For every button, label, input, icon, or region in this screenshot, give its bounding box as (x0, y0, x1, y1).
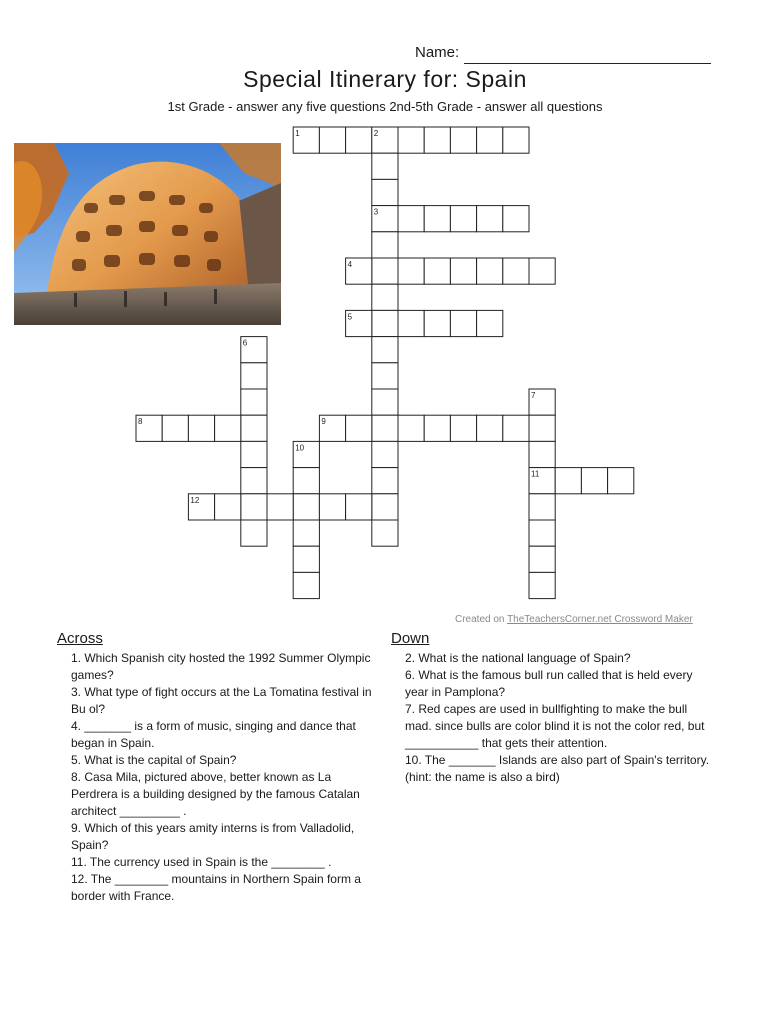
credit-prefix: Created on (455, 614, 508, 625)
across-clue: 4. _______ is a form of music, singing and dance that began in Spain. (71, 719, 356, 750)
grid-cell[interactable] (346, 494, 372, 520)
grid-cell[interactable] (424, 415, 450, 441)
down-clue: 7. Red capes are used in bullfighting to make the bull mad. since bulls are color blind it is not the color red, but ___________ that gets their attention. (405, 702, 705, 750)
grid-cell[interactable] (372, 258, 398, 284)
grid-cell[interactable] (477, 310, 503, 336)
grid-cell[interactable] (398, 258, 424, 284)
grid-cell[interactable] (424, 206, 450, 232)
grid-cell[interactable] (372, 363, 398, 389)
grid-cell[interactable] (372, 520, 398, 546)
grid-cell[interactable] (529, 494, 555, 520)
clue-number: 8 (138, 417, 143, 427)
grid-cell[interactable] (477, 206, 503, 232)
grid-cell[interactable] (372, 232, 398, 258)
grid-cell[interactable] (477, 258, 503, 284)
grid-cell[interactable] (477, 127, 503, 153)
clue-number: 3 (373, 207, 379, 217)
grid-cell[interactable] (346, 127, 372, 153)
grid-cell[interactable] (529, 520, 555, 546)
across-clue: 11. The currency used in Spain is the ________ . (71, 855, 332, 869)
grid-cell[interactable] (293, 494, 319, 520)
grid-cell[interactable] (503, 206, 529, 232)
across-clue: 5. What is the capital of Spain? (71, 753, 237, 767)
grid-cell[interactable] (529, 546, 555, 572)
name-label: Name: (415, 44, 460, 61)
down-clue: 2. What is the national language of Spain? (405, 651, 631, 665)
grid-cell[interactable] (398, 415, 424, 441)
grid-cell[interactable] (293, 520, 319, 546)
clue-number: 12 (190, 495, 200, 505)
grid-cell[interactable] (241, 363, 267, 389)
grid-cell[interactable] (529, 415, 555, 441)
grid-cell[interactable] (346, 415, 372, 441)
clue-number: 10 (295, 443, 305, 453)
across-clue: 8. Casa Mila, pictured above, better known as La Perdrera is a building designed by the famous Catalan architect _________ . (71, 770, 360, 818)
grid-cell[interactable] (372, 284, 398, 310)
grid-cell[interactable] (398, 310, 424, 336)
across-clue: 12. The ________ mountains in Northern Spain form a border with France. (71, 872, 361, 903)
clue-number: 6 (242, 338, 248, 348)
across-clue: 3. What type of fight occurs at the La Tomatina festival in Bu ol? (71, 685, 372, 716)
clue-number: 9 (321, 417, 326, 427)
grid-cell[interactable] (503, 258, 529, 284)
clue-number: 7 (531, 391, 536, 400)
grid-cell[interactable] (424, 310, 450, 336)
grid-cell[interactable] (319, 127, 345, 153)
grid-cell[interactable] (267, 494, 293, 520)
across-clue-list (71, 650, 381, 905)
grid-cell[interactable] (424, 127, 450, 153)
credit-link[interactable]: TheTeachersCorner.net Crossword Maker (507, 614, 693, 625)
grid-cell[interactable] (372, 441, 398, 467)
grid-cell[interactable] (372, 337, 398, 363)
clue-number: 1 (295, 129, 300, 138)
down-heading: Down (391, 630, 430, 647)
grid-cell[interactable] (241, 389, 267, 415)
down-clue-list (405, 650, 715, 786)
grid-cell[interactable] (319, 494, 345, 520)
across-clue: 9. Which of this years amity interns is from Valladolid, Spain? (71, 821, 355, 852)
grid-cell[interactable] (450, 310, 476, 336)
grid-cell[interactable] (293, 468, 319, 494)
grid-cell[interactable] (424, 258, 450, 284)
grid-cell[interactable] (529, 572, 555, 598)
grid-cell[interactable] (503, 127, 529, 153)
clue-number: 4 (347, 260, 353, 269)
grid-cell[interactable] (372, 494, 398, 520)
page-title: Special Itinerary for: Spain (243, 66, 527, 92)
down-clue: 6. What is the famous bull run called that is held every year in Pamplona? (405, 668, 693, 699)
grid-cell[interactable] (608, 468, 634, 494)
across-heading: Across (57, 630, 103, 647)
grid-cell[interactable] (503, 415, 529, 441)
grid-cell[interactable] (450, 415, 476, 441)
grid-cell[interactable] (215, 415, 241, 441)
grid-cell[interactable] (293, 572, 319, 598)
credit-line (455, 614, 693, 625)
grid-cell[interactable] (477, 415, 503, 441)
grid-cell[interactable] (215, 494, 241, 520)
grid-cell[interactable] (529, 258, 555, 284)
grid-cell[interactable] (372, 310, 398, 336)
grid-cell[interactable] (398, 206, 424, 232)
grid-cell[interactable] (398, 127, 424, 153)
grid-cell[interactable] (450, 127, 476, 153)
grid-cell[interactable] (372, 179, 398, 205)
grid-cell[interactable] (555, 468, 581, 494)
grid-cell[interactable] (241, 494, 267, 520)
grid-cell[interactable] (293, 546, 319, 572)
grid-cell[interactable] (241, 441, 267, 467)
grid-cell[interactable] (241, 468, 267, 494)
clue-number: 2 (373, 129, 379, 138)
grid-cell[interactable] (241, 415, 267, 441)
grid-cell[interactable] (529, 441, 555, 467)
grid-cell[interactable] (450, 258, 476, 284)
across-clue: 1. Which Spanish city hosted the 1992 Summer Olympic games? (71, 651, 371, 682)
grid-cell[interactable] (162, 415, 188, 441)
clue-number: 5 (347, 312, 353, 322)
down-clue: 10. The _______ Islands are also part of Spain's territory. (hint: the name is also a bird) (405, 753, 710, 784)
grid-cell[interactable] (372, 389, 398, 415)
grid-cell[interactable] (188, 415, 214, 441)
grid-cell[interactable] (241, 520, 267, 546)
grid-cell[interactable] (581, 468, 607, 494)
grid-cell[interactable] (372, 153, 398, 179)
page-subtitle: 1st Grade - answer any five questions 2nd-5th Grade - answer all questions (167, 99, 603, 114)
grid-cell[interactable] (450, 206, 476, 232)
grid-cell[interactable] (372, 468, 398, 494)
grid-cell[interactable] (372, 415, 398, 441)
clue-number: 11 (531, 469, 540, 479)
